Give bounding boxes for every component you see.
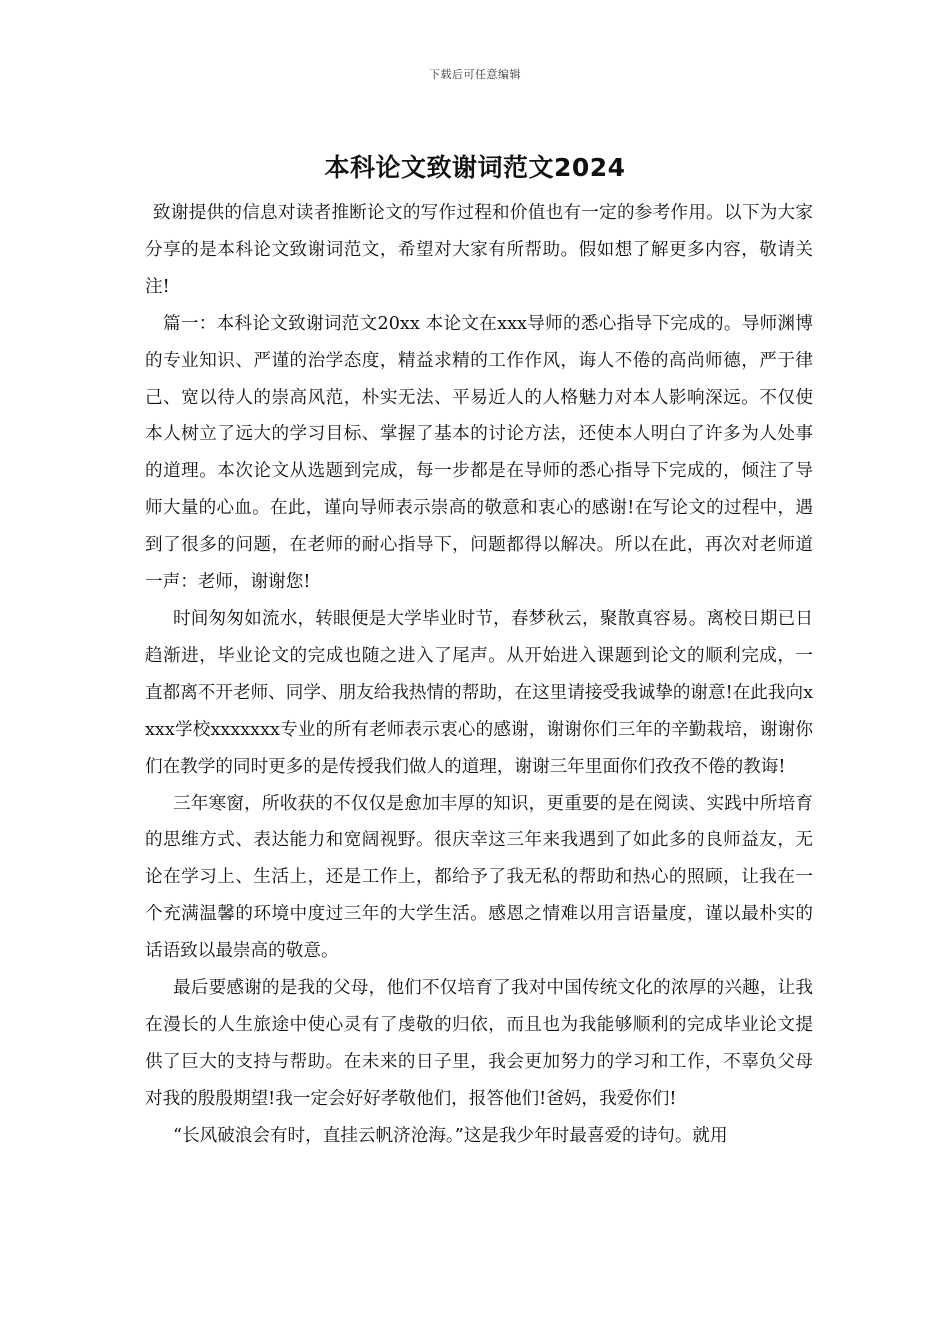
paragraph-time-flies: 时间匆匆如流水，转眼便是大学毕业时节，春梦秋云，聚散真容易。离校日期已日趋渐进，毕业论文的完成也随之进入了尾声。从开始进入课题到论文的顺利完成，一直都离不开老师、同学、朋友给我热情的帮助，在这里请接受我诚挚的谢意!在此我向xxxx学校xxxxxxx专业的所有老师表示衷心的感谢，谢谢你们三年的辛勤栽培，谢谢你们在教学的同时更多的是传授我们做人的道理，谢谢三年里面你们孜孜不倦的教诲!: [145, 608, 813, 777]
paragraph-poem: “长风破浪会有时，直挂云帆济沧海。”这是我少年时最喜爱的诗句。就用: [173, 1125, 728, 1146]
document-title: 本科论文致谢词范文2024: [324, 153, 626, 182]
paragraph-parents: 最后要感谢的是我的父母，他们不仅培育了我对中国传统文化的浓厚的兴趣，让我在漫长的人生旅途中使心灵有了虔敬的归依，而且也为我能够顺利的完成毕业论文提供了巨大的支持与帮助。在未来的日子里，我会更加努力的学习和工作，不辜负父母对我的殷殷期望!我一定会好好孝敬他们，报答他们!爸妈，我爱你们!: [145, 978, 813, 1109]
header-note: 下载后可任意编辑: [429, 68, 521, 81]
paragraph-part-one: 篇一：本科论文致谢词范文20xx 本论文在xxx导师的悉心指导下完成的。导师渊博的专业知识、严谨的治学态度，精益求精的工作作风，诲人不倦的高尚师德，严于律己、宽以待人的崇高风范，朴实无法、平易近人的人格魅力对本人影响深远。不仅使本人树立了远大的学习目标、掌握了基本的讨论方法，还使本人明白了许多为人处事的道理。本次论文从选题到完成，每一步都是在导师的悉心指导下完成的，倾注了导师大量的心血。在此，谨向导师表示崇高的敬意和衷心的感谢!在写论文的过程中，遇到了很多的问题，在老师的耐心指导下，问题都得以解决。所以在此，再次对老师道一声：老师，谢谢您!: [145, 313, 813, 593]
paragraph-three-years: 三年寒窗，所收获的不仅仅是愈加丰厚的知识，更重要的是在阅读、实践中所培育的思维方式、表达能力和宽阔视野。很庆幸这三年来我遇到了如此多的良师益友，无论在学习上、生活上，还是工作上，都给予了我无私的帮助和热心的照顾，让我在一个充满温馨的环境中度过三年的大学生活。感恩之情难以用言语量度，谨以最朴实的话语致以最崇高的敬意。: [145, 793, 813, 962]
paragraph-intro: 致谢提供的信息对读者推断论文的写作过程和价值也有一定的参考作用。以下为大家分享的是本科论文致谢词范文，希望对大家有所帮助。假如想了解更多内容，敬请关注!: [145, 203, 813, 297]
document-body: [145, 195, 813, 1155]
